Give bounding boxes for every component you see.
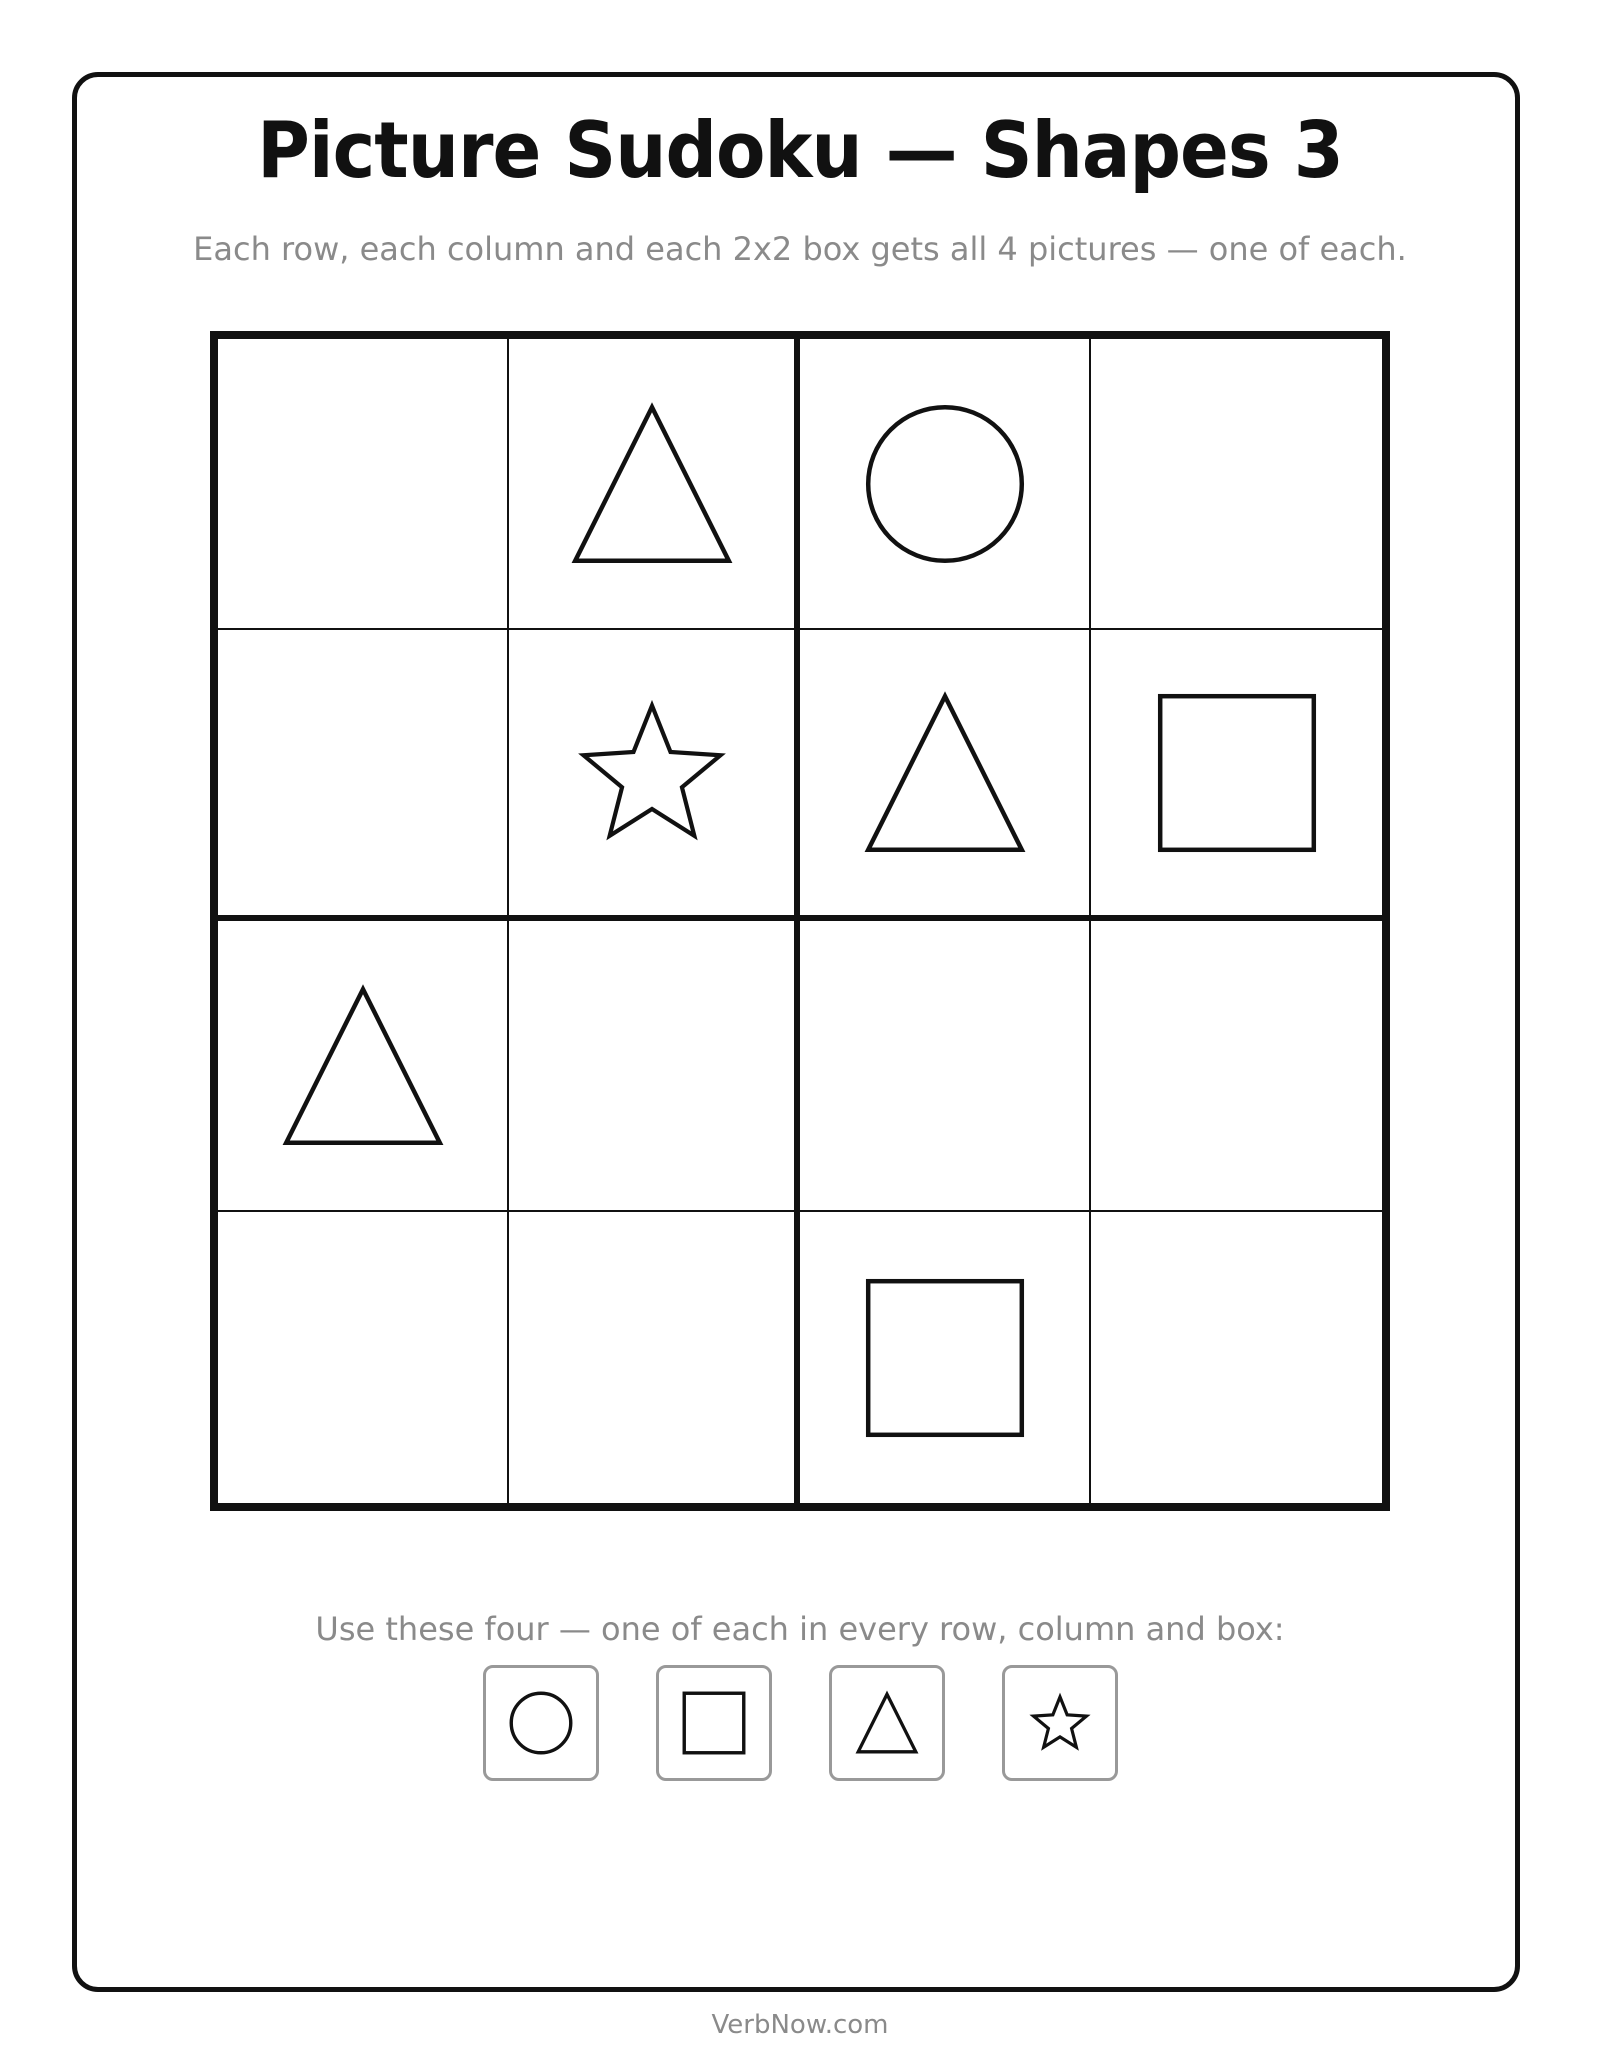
instructions: Each row, each column and each 2x2 box gets all 4 pictures — one of each. xyxy=(193,230,1407,268)
grid-cell-r1-c2 xyxy=(509,339,800,630)
circle-icon xyxy=(510,1692,572,1754)
star-icon xyxy=(577,698,727,848)
grid-cell-r2-c3 xyxy=(800,630,1091,921)
triangle-icon xyxy=(855,1693,919,1753)
grid-cell-r4-c1[interactable] xyxy=(218,1212,509,1503)
grid-cell-r3-c2[interactable] xyxy=(509,921,800,1212)
legend-item-triangle xyxy=(829,1665,945,1781)
triangle-icon xyxy=(572,404,732,564)
square-icon xyxy=(865,1278,1025,1438)
grid-cell-r2-c1[interactable] xyxy=(218,630,509,921)
legend-instructions: Use these four — one of each in every row, column and box: xyxy=(315,1610,1285,1648)
square-icon xyxy=(683,1692,745,1754)
grid-cell-r1-c4[interactable] xyxy=(1091,339,1382,630)
grid-cell-r2-c4 xyxy=(1091,630,1382,921)
grid-cell-r4-c2[interactable] xyxy=(509,1212,800,1503)
grid-cell-r1-c1[interactable] xyxy=(218,339,509,630)
shape-legend xyxy=(0,1665,1600,1781)
circle-icon xyxy=(865,404,1025,564)
grid-cell-r3-c1 xyxy=(218,921,509,1212)
legend-item-square xyxy=(656,1665,772,1781)
legend-item-circle xyxy=(483,1665,599,1781)
footer-site: VerbNow.com xyxy=(711,2010,889,2040)
grid-cell-r2-c2 xyxy=(509,630,800,921)
star-icon xyxy=(1031,1694,1089,1752)
grid-cell-r3-c3[interactable] xyxy=(800,921,1091,1212)
triangle-icon xyxy=(865,693,1025,853)
grid-cell-r4-c3 xyxy=(800,1212,1091,1503)
square-icon xyxy=(1157,693,1317,853)
legend-item-star xyxy=(1002,1665,1118,1781)
sudoku-grid xyxy=(210,331,1390,1511)
grid-cell-r3-c4[interactable] xyxy=(1091,921,1382,1212)
grid-cell-r1-c3 xyxy=(800,339,1091,630)
page-title: Picture Sudoku — Shapes 3 xyxy=(257,104,1343,196)
grid-cell-r4-c4[interactable] xyxy=(1091,1212,1382,1503)
triangle-icon xyxy=(283,986,443,1146)
